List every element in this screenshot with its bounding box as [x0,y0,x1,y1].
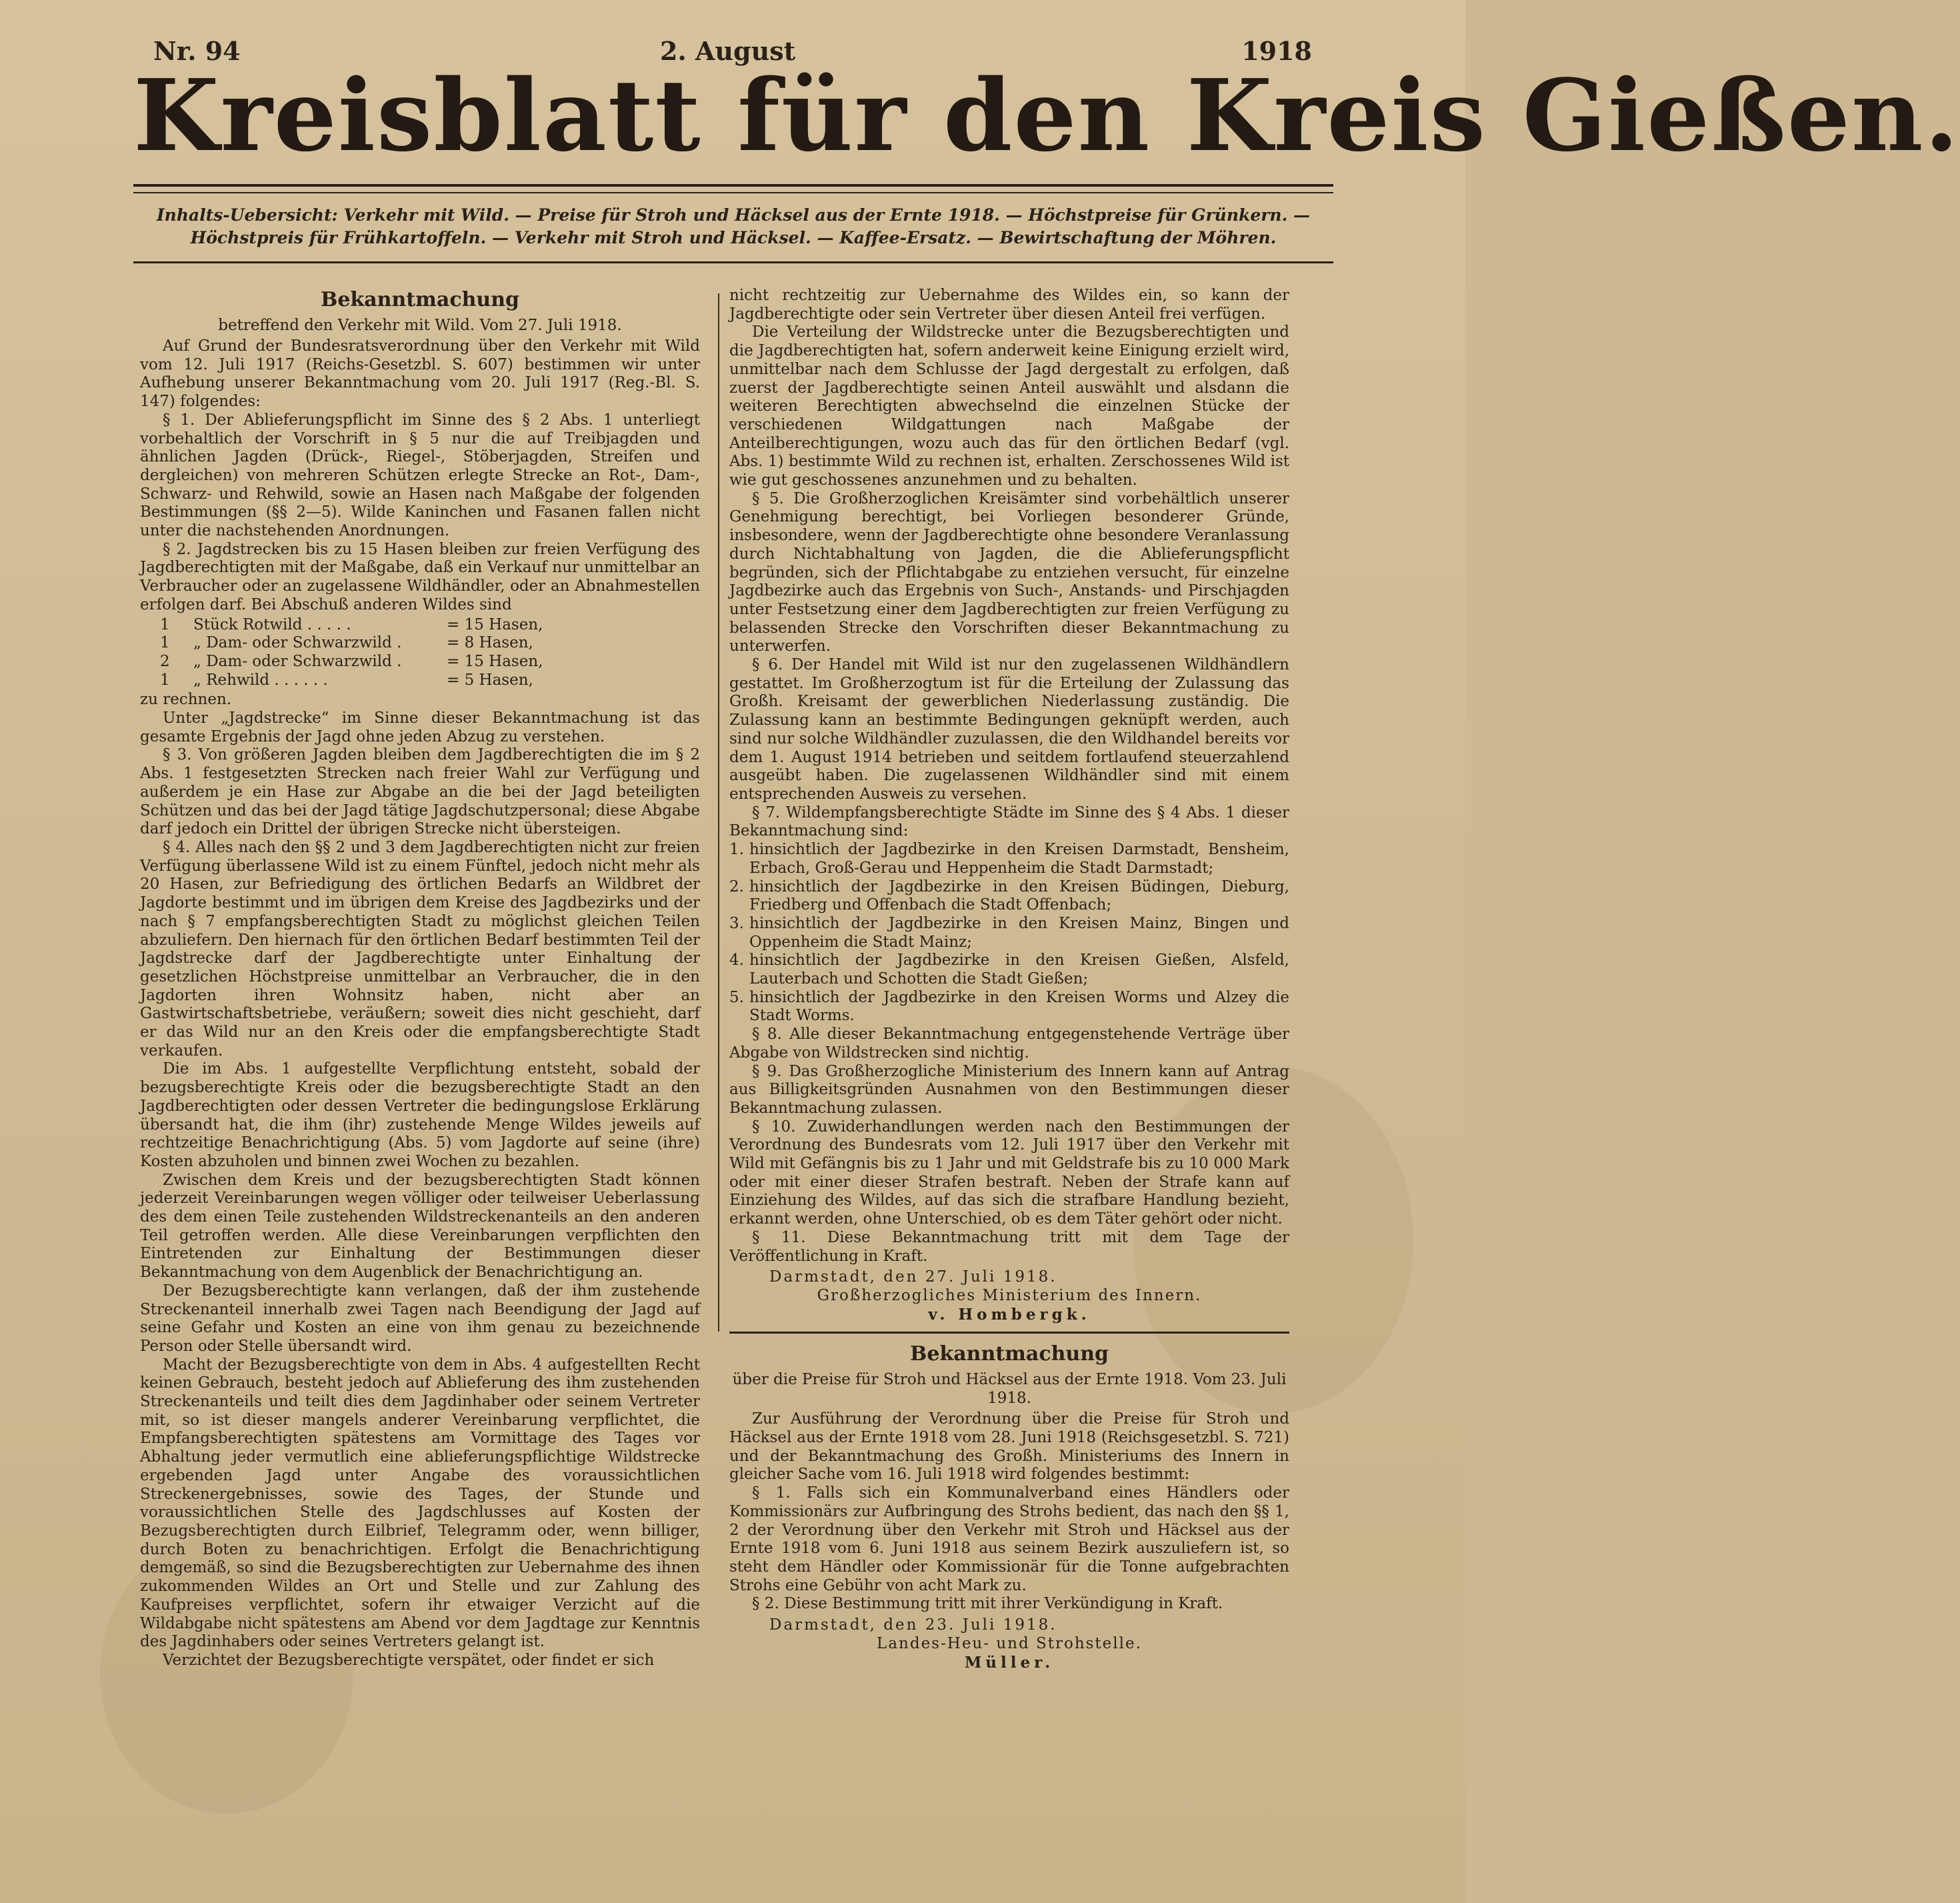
article-separator [729,1332,1289,1334]
list-item: 2. hinsichtlich der Jagdbezirke in den Kreisen Büdingen, Dieburg, Friedberg und Offenbach die Stadt Offenbach; [729,877,1289,914]
left-column [140,287,700,1834]
paragraph: Unter „Jagdstrecke“ im Sinne dieser Bekanntmachung ist das gesamte Ergebnis der Jagd ohne jeden Abzug zu verstehen. [140,709,700,745]
paragraph: § 2. Diese Bestimmung tritt mit ihrer Verkündigung in Kraft. [752,1595,1223,1613]
paragraph: Zur Ausführung der Verordnung über die Preise für Stroh und Häcksel aus der Ernte 1918 vom 28. Juni 1918 (Reichsgesetzbl. S. 721) und der Bekanntmachung des Großh. Ministeriums des Innern in gleicher Sache vom 16. Juli 1918 wird folgendes bestimmt: [729,1410,1289,1484]
right-column [729,287,1289,1834]
sign-place: Darmstadt, den 23. Juli 1918. [769,1616,1057,1634]
paragraph: nicht rechtzeitig zur Uebernahme des Wildes ein, so kann der Jagdberechtigte oder sein Vertreter über diesen Anteil frei verfügen. [729,287,1289,323]
paragraph: Macht der Bezugsberechtigte von dem in Abs. 4 aufgestellten Recht keinen Gebrauch, besteht jedoch auf Ablieferung des ihm zustehenden Streckenanteils und teilt dies dem Jagdinhaber oder seinem Vertreter mit, so ist dieser mangels anderer Vereinbarung verpflichtet, die Empfangsberechtigten spätestens am Vormittage des Tages vor Abhaltung jeder vermutlich eine ablieferungspflichtige Wildstrecke ergebenden Jagd unter Angabe des voraussichtlichen Streckenergebnisses, sowie des Tages, der Stunde und voraussichtlichen Stelle des Jagdschlusses auf Kosten der Bezugsberechtigten durch Eilbrief, Telegramm oder, wenn billiger, durch Boten zu benachrichtigen. Erfolgt die Benachrichtigung demgemäß, so sind die Bezugsberechtigten zur Uebernahme des ihnen zukommenden Wildes an Ort und Stelle und zur Zahlung des Kaufpreises verpflichtet, sofern ihr etwaiger Verzicht auf die Wildabgabe nicht spätestens am Abend vor dem Jagdtage zur Kenntnis des Jagdinhabers oder seines Vertreters gelangt ist. [140,1356,700,1651]
rule [133,192,1333,193]
newspaper-title: Kreisblatt für den Kreis Gießen. [133,57,1960,173]
issue-year: 1918 [1241,36,1312,66]
rule [133,261,1333,263]
paragraph: Der Bezugsberechtigte kann verlangen, daß der ihm zustehende Streckenanteil innerhalb zwei Tagen nach Beendigung der Jagd auf seine Gefahr und Kosten an eine von ihm genau zu bezeichnende Person oder Stelle übersandt wird. [140,1282,700,1355]
list-item: 5. hinsichtlich der Jagdbezirke in den Kreisen Worms und Alzey die Stadt Worms. [729,988,1289,1025]
list-item: 4. hinsichtlich der Jagdbezirke in den Kreisen Gießen, Alsfeld, Lauterbach und Schotten die Stadt Gießen; [729,952,1289,988]
article-subtitle: betreffend den Verkehr mit Wild. Vom 27. Juli 1918. [218,317,622,334]
sign-name: v. Hombergk. [928,1305,1091,1324]
paragraph: zu rechnen. [140,691,232,709]
table-row: 2 „ Dam- oder Schwarzwild . = 15 Hasen, [160,652,543,670]
paragraph: § 1. Der Ablieferungspflicht im Sinne des § 2 Abs. 1 unterliegt vorbehaltlich der Vorschrift in § 5 nur die auf Treibjagden und ähnlichen Jagden (Drück-, Riegel-, Stöberjagden, Streifen und dergleichen) von mehreren Schützen erlegte Strecke an Rot-, Dam-, Schwarz- und Rehwild, sowie an Hasen nach Maßgabe der folgenden Bestimmungen (§§ 2—5). Wilde Kaninchen und Fasanen fallen nicht unter die nachstehenden Anordnungen. [140,411,700,540]
column-divider [718,293,719,1332]
paragraph: § 10. Zuwiderhandlungen werden nach den Bestimmungen der Verordnung des Bundesrats vom 12. Juli 1917 über den Verkehr mit Wild mit Gefängnis bis zu 1 Jahr und mit Geldstrafe bis zu 10 000 Mark oder mit einer dieser Strafen bestraft. Neben der Strafe kann auf Einziehung des Wildes, auf das sich die strafbare Handlung bezieht, erkannt werden, ohne Unterschied, ob es dem Täter gehört oder nicht. [729,1118,1289,1228]
paragraph: Zwischen dem Kreis und der bezugsberechtigten Stadt können jederzeit Vereinbarungen wegen völliger oder teilweiser Ueberlassung des dem einen Teile zustehenden Wildstreckenanteils an den anderen Teil getroffen werden. Alle diese Vereinbarungen verpflichten den Eintretenden zur Einhaltung der Bestimmungen dieser Bekanntmachung von dem Augenblick der Benachrichtigung an. [140,1171,700,1282]
paragraph: § 9. Das Großherzogliche Ministerium des Innern kann auf Antrag aus Billigkeitsgründen Ausnahmen von den Bestimmungen dieser Bekanntmachung zulassen. [729,1062,1289,1117]
paragraph: § 4. Alles nach den §§ 2 und 3 dem Jagdberechtigten nicht zur freien Verfügung überlassene Wild ist zu einem Fünftel, jedoch nicht mehr als 20 Hasen, zur Befriedigung des örtlichen Bedarfs an Wildbret der Jagdorte bestimmt und im übrigen dem Kreise des Jagdbezirks und der nach § 7 empfangsberechtigten Stadt zu möglichst gleichen Teilen abzuliefern. Den hiernach für den örtlichen Bedarf bestimmten Teil der Jagdstrecke darf der Jagdberechtigte unter Einhaltung der gesetzlichen Höchstpreise unmittelbar an Verbraucher, die in den Jagdorten ihren Wohnsitz haben, nicht aber an Gastwirtschaftsbetriebe, veräußern; soweit dies nicht geschieht, darf er das Wild nur an den Kreis oder die empfangsberechtigte Stadt verkaufen. [140,838,700,1060]
toc-text: Verkehr mit Wild. — Preise für Stroh und Häcksel aus der Ernte 1918. — Höchstpreise für Grünkern. — Höchstpreis für Frühkartoffeln. — Verkehr mit Stroh und Häcksel. — Kaffee-Ersatz. — Bewirtschaftung der Möhren. [190,205,1311,247]
city-list [729,841,1289,1026]
table-row: 1 Stück Rotwild . . . . . = 15 Hasen, [160,615,543,633]
paragraph: Die Verteilung der Wildstrecke unter die Bezugsberechtigten und die Jagdberechtigten hat, sofern anderweit keine Einigung erzielt wird, unmittelbar nach dem Schlusse der Jagd dergestalt zu erfolgen, daß zuerst der Jagdberechtigte seinen Anteil auswählt und alsdann die weiteren Berechtigten abwechselnd die einzelnen Stücke der verschiedenen Wildgattungen nach Maßgabe der Anteilberechtigungen, wozu auch das für den örtlichen Bedarf (vgl. Abs. 1) bestimmte Wild zu rechnen ist, erhalten. Zerschossenes Wild ist wie gut geschossenes anzunehmen und zu behalten. [729,323,1289,489]
table-row: 1 „ Dam- oder Schwarzwild . = 8 Hasen, [160,634,533,652]
sign-authority: Großherzogliches Ministerium des Innern. [817,1286,1202,1304]
list-item: 1. hinsichtlich der Jagdbezirke in den Kreisen Darmstadt, Bensheim, Erbach, Groß-Gerau und Heppenheim die Stadt Darmstadt; [729,841,1289,877]
paragraph: Verzichtet der Bezugsberechtigte verspätet, oder findet er sich [163,1651,655,1669]
list-item: 3. hinsichtlich der Jagdbezirke in den Kreisen Mainz, Bingen und Oppenheim die Stadt Mainz; [729,914,1289,951]
article-subtitle: über die Preise für Stroh und Häcksel aus der Ernte 1918. Vom 23. Juli 1918. [732,1371,1287,1408]
article-heading: Bekanntmachung [320,288,519,311]
paragraph: § 7. Wildempfangsberechtigte Städte im Sinne des § 4 Abs. 1 dieser Bekanntmachung sind: [729,803,1289,840]
sign-name: Müller. [964,1653,1055,1672]
toc-label: Inhalts-Uebersicht: [156,205,338,225]
signature-block [729,1616,1289,1672]
paragraph: § 2. Jagdstrecken bis zu 15 Hasen bleiben zur freien Verfügung des Jagdberechtigten mit der Maßgabe, daß ein Verkauf nur unmittelbar an Verbraucher oder an zugelassene Wildhändler, oder an Abnahmestellen erfolgen darf. Bei Abschuß anderen Wildes sind [140,540,700,613]
paragraph: § 5. Die Großherzoglichen Kreisämter sind vorbehältlich unserer Genehmigung berechtigt, bei Vorliegen besonderer Gründe, insbesondere, wenn der Jagdberechtigte ohne besondere Veranlassung durch Nichtabhaltung von Jagden, die die Ablieferungspflicht begründen, sich der Pflichtabgabe zu entziehen versucht, für einzelne Jagdbezirke auch das Ergebnis von Such-, Anstands- und Pirschjagden unter Festsetzung einer dem Jagdberechtigten zur freien Verfügung zu belassenden Strecke den Vorschriften dieser Bekanntmachung zu unterwerfen. [729,489,1289,655]
table-row: 1 „ Rehwild . . . . . . = 5 Hasen, [160,671,533,689]
article-heading: Bekanntmachung [909,1342,1109,1366]
issue-number: Nr. 94 [153,36,241,66]
table-of-contents [133,204,1333,249]
paragraph: § 3. Von größeren Jagden bleiben dem Jagdberechtigten die im § 2 Abs. 1 festgesetzten Strecken nach freier Wahl zur Verfügung und außerdem je ein Hase zur Abgabe an die bei der Jagd beteiligten Schützen und das bei der Jagd tätige Jagdschutzpersonal; diese Abgabe darf jedoch ein Drittel der übrigen Strecke nicht übersteigen. [140,746,700,838]
sign-place: Darmstadt, den 27. Juli 1918. [769,1268,1057,1286]
paragraph: § 1. Falls sich ein Kommunalverband eines Händlers oder Kommissionärs zur Aufbringung des Strohs bedient, das nach den §§ 1, 2 der Verordnung über den Verkehr mit Stroh und Häcksel aus der Ernte 1918 vom 6. Juni 1918 aus seinem Bezirk auszuliefern ist, so steht dem Händler oder Kommissionär für die Tonne aufgebrachten Strohs eine Gebühr von acht Mark zu. [729,1484,1289,1594]
issue-date: 2. August [660,36,796,66]
paragraph: Die im Abs. 1 aufgestellte Verpflichtung entsteht, sobald der bezugsberechtigte Kreis oder die bezugsberechtigte Stadt an den Jagdberechtigten oder dessen Vertreter die bedingungslose Erklärung übersandt hat, die ihm (ihr) zustehende Menge Wildes jeweils auf rechtzeitige Benachrichtigung (Abs. 5) vom Jagdorte auf seine (ihre) Kosten abzuholen und binnen zwei Wochen zu bezahlen. [140,1060,700,1170]
paragraph: § 6. Der Handel mit Wild ist nur den zugelassenen Wildhändlern gestattet. Im Großherzogtum ist für die Erteilung der Zulassung das Großh. Kreisamt der gewerblichen Niederlassung zuständig. Die Zulassung kann an bestimmte Bedingungen geknüpft werden, auch sind nur solche Wildhändler zuzulassen, die den Wildhandel bereits vor dem 1. August 1914 betrieben und seitdem fortlaufend steuerzahlend ausgeübt haben. Die zugelassenen Wildhändler sind mit einem entsprechenden Ausweis zu versehen. [729,656,1289,803]
paragraph: § 11. Diese Bekanntmachung tritt mit dem Tage der Veröffentlichung in Kraft. [729,1228,1289,1265]
conversion-table [160,616,700,690]
paragraph: Auf Grund der Bundesratsverordnung über den Verkehr mit Wild vom 12. Juli 1917 (Reichs-Gesetzbl. S. 607) bestimmen wir unter Aufhebung unserer Bekanntmachung vom 20. Juli 1917 (Reg.-Bl. S. 147) folgendes: [140,337,700,411]
sign-authority: Landes-Heu- und Strohstelle. [877,1634,1142,1652]
paragraph: § 8. Alle dieser Bekanntmachung entgegenstehende Verträge über Abgabe von Wildstrecken sind nichtig. [729,1026,1289,1062]
signature-block [729,1268,1289,1324]
rule [133,184,1333,187]
